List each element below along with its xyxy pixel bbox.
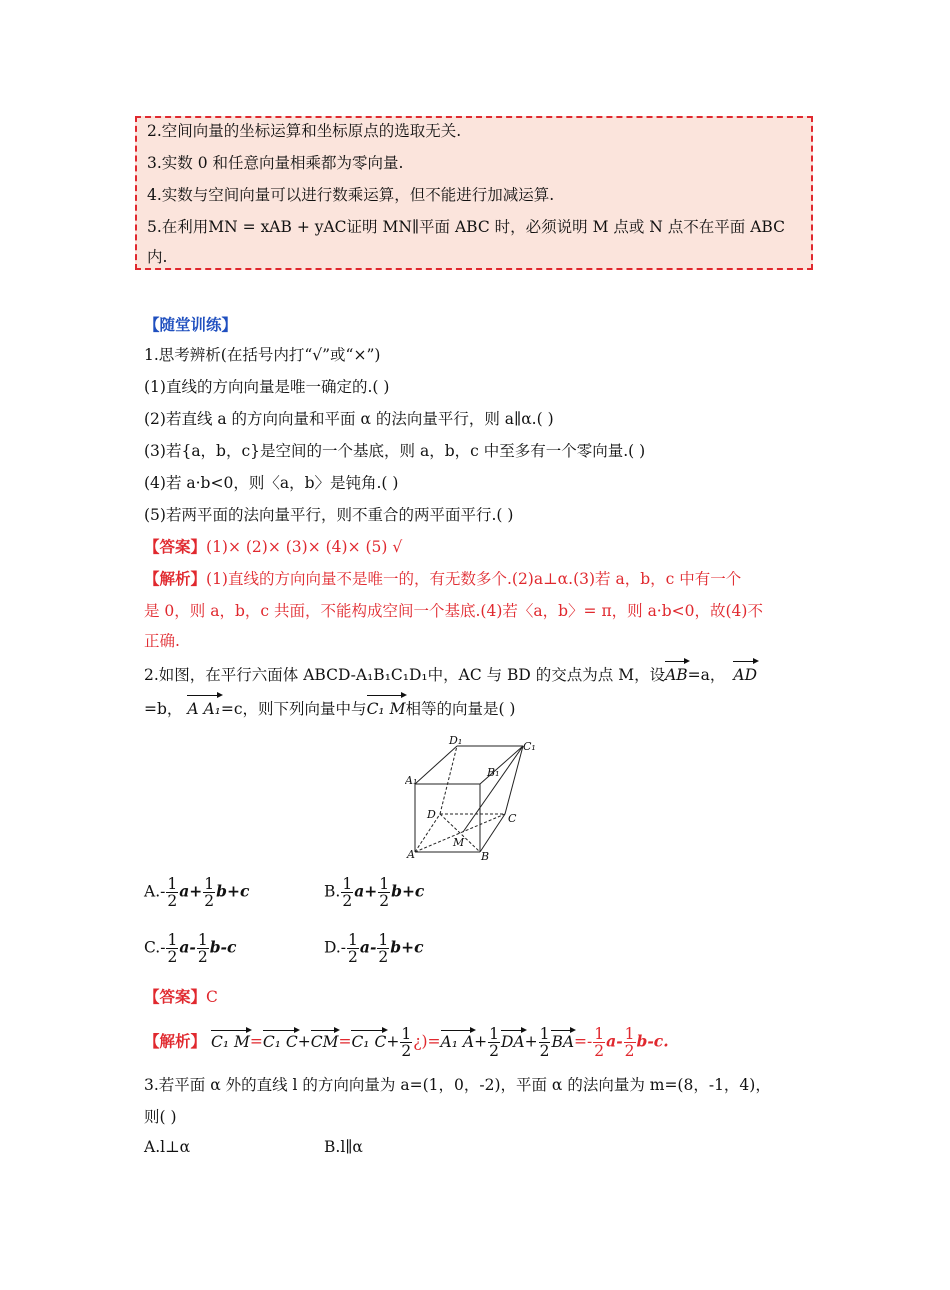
q2-stem-1: 2.如图，在平行六面体 ABCD-A₁B₁C₁D₁中，AC 与 BD 的交点为点 M，设AB=a， AD bbox=[144, 666, 758, 684]
q3-option-a: A.l⊥α bbox=[144, 1138, 191, 1156]
section-title: 【随堂训练】 bbox=[144, 315, 238, 334]
q2-option-c: C.- $\frac{1}{2}$ a- $\frac{1}{2}$ b-c bbox=[144, 931, 237, 966]
q1-answer-value: (1)× (2)× (3)× (4)× (5) √ bbox=[206, 538, 403, 556]
notes-box bbox=[135, 116, 813, 270]
q2-analysis: 【解析】 C₁ M=C₁ C+CM=C₁ C+ $\frac{1}{2}$ ¿)=A₁ A+ $\frac{1}{2}$ DA+ $\frac{1}{2}$ BA=- $\frac{1}{2}$ a- $\frac{1}{2}$ b-c. bbox=[144, 1025, 669, 1060]
q1-stem: 1.思考辨析(在括号内打“√”或“×”) bbox=[144, 346, 381, 364]
note-2: 2.空间向量的坐标运算和坐标原点的选取无关. bbox=[147, 122, 462, 140]
label-c1: C₁ bbox=[523, 740, 536, 753]
q2-answer bbox=[144, 986, 218, 1008]
vector-ab: AB bbox=[665, 666, 688, 684]
label-b1: B₁ bbox=[487, 766, 500, 779]
q1-analysis-2: 是 0，则 a，b，c 共面，不能构成空间一个基底.(4)若〈a，b〉= π，则 a·b<0，故(4)不 bbox=[144, 602, 763, 620]
q1-analysis-1: 【解析】(1)直线的方向向量不是唯一的，有无数多个.(2)a⊥α.(3)若 a，b，c 中有一个 bbox=[144, 569, 742, 588]
edge-dd1 bbox=[440, 746, 457, 814]
label-a1: A₁ bbox=[405, 774, 418, 787]
q1-analysis-label: 【解析】 bbox=[144, 569, 207, 588]
label-a: A bbox=[407, 848, 415, 861]
vector-c1m: C₁ M bbox=[366, 700, 406, 718]
edge-bc bbox=[480, 814, 505, 852]
q2-option-a: A.- $\frac{1}{2}$ a+ $\frac{1}{2}$ b+c bbox=[144, 875, 250, 910]
q2-answer-label: 【答案】 bbox=[144, 987, 207, 1006]
q1-answer bbox=[144, 536, 402, 558]
q2-option-b: B. $\frac{1}{2}$ a+ $\frac{1}{2}$ b+c bbox=[324, 875, 425, 910]
vector-ad: AD bbox=[733, 666, 758, 684]
q3-stem-1: 3.若平面 α 外的直线 l 的方向向量为 a=(1，0，-2)，平面 α 的法向量为 m=(8，-1，4)， bbox=[144, 1076, 771, 1094]
q2-option-d: D.- $\frac{1}{2}$ a- $\frac{1}{2}$ b+c bbox=[324, 931, 424, 966]
q1-analysis-3: 正确. bbox=[144, 632, 180, 650]
q3-stem-2: 则( ) bbox=[144, 1108, 177, 1126]
edge-c1c bbox=[505, 746, 523, 814]
note-5-cont: 内. bbox=[147, 248, 168, 266]
q2-answer-value: C bbox=[206, 988, 218, 1006]
edge-a1d1 bbox=[415, 746, 457, 784]
q2-analysis-label: 【解析】 bbox=[144, 1031, 207, 1051]
label-d: D bbox=[427, 808, 436, 821]
q1-item-1: (1)直线的方向向量是唯一确定的.( ) bbox=[144, 378, 390, 396]
note-4: 4.实数与空间向量可以进行数乘运算，但不能进行加减运算. bbox=[147, 186, 555, 204]
label-d1: D₁ bbox=[449, 734, 463, 747]
q1-item-4: (4)若 a·b<0，则〈a，b〉是钝角.( ) bbox=[144, 474, 399, 492]
q1-item-3: (3)若{a，b，c}是空间的一个基底，则 a，b，c 中至多有一个零向量.( ) bbox=[144, 442, 646, 460]
q1-item-5: (5)若两平面的法向量平行，则不重合的两平面平行.( ) bbox=[144, 506, 514, 524]
note-3: 3.实数 0 和任意向量相乘都为零向量. bbox=[147, 154, 404, 172]
label-c: C bbox=[508, 812, 517, 825]
vector-aa1: A A₁ bbox=[187, 700, 221, 718]
label-b: B bbox=[481, 850, 490, 862]
q2-stem-2: =b， A A₁=c，则下列向量中与C₁ M相等的向量是( ) bbox=[144, 700, 516, 718]
parallelepiped-figure bbox=[405, 732, 545, 862]
q1-item-2: (2)若直线 a 的方向向量和平面 α 的法向量平行，则 a∥α.( ) bbox=[144, 410, 554, 428]
q1-answer-label: 【答案】 bbox=[144, 537, 207, 556]
note-5: 5.在利用MN = xAB + yAC证明 MN∥平面 ABC 时，必须说明 M 点或 N 点不在平面 ABC bbox=[147, 218, 785, 236]
label-m: M bbox=[453, 836, 465, 849]
q3-option-b: B.l∥α bbox=[324, 1138, 363, 1156]
